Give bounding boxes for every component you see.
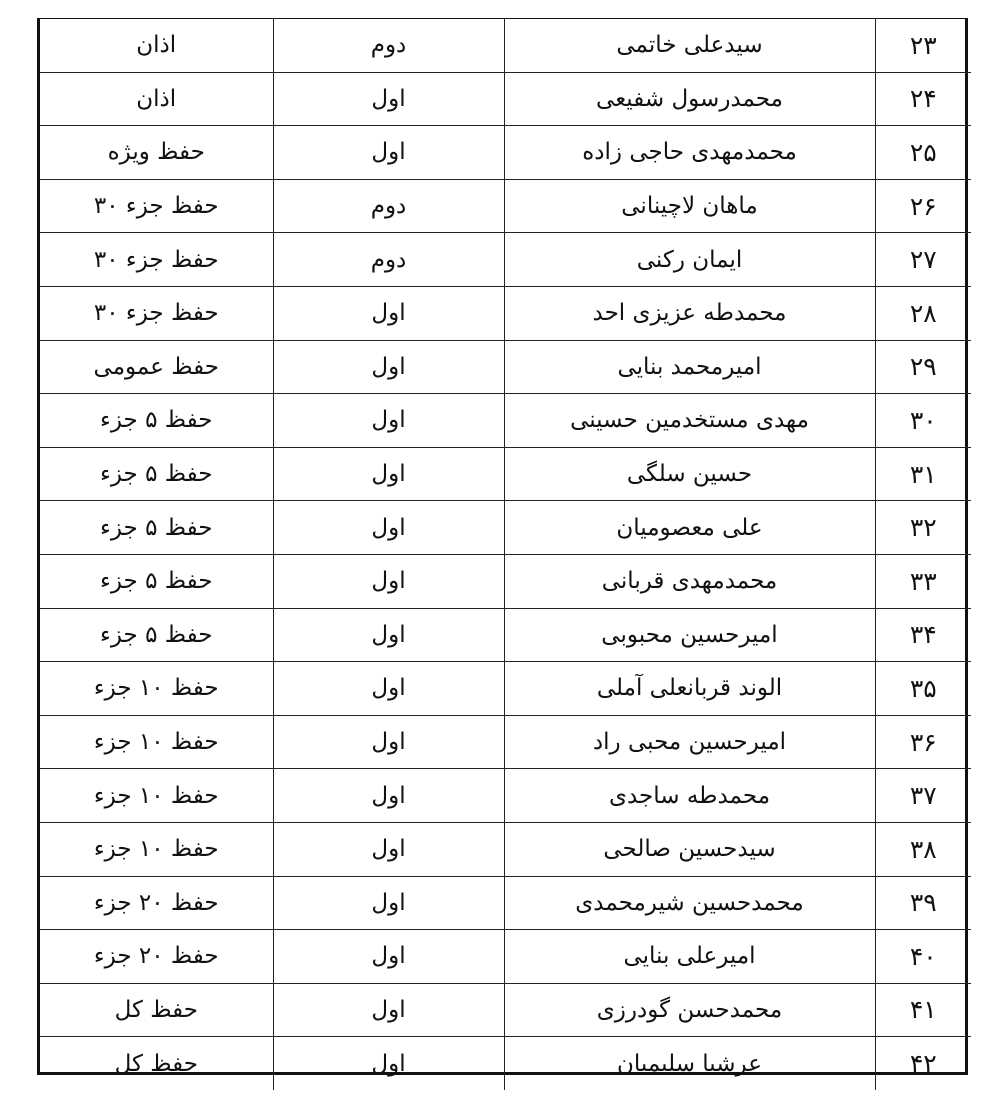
row-number-cell: ۳۰ <box>875 394 971 448</box>
student-name-cell: امیرحسین محبوبی <box>504 608 875 662</box>
table-row <box>40 394 971 448</box>
table-row <box>40 554 971 608</box>
category-cell: حفظ ویژه <box>40 126 273 180</box>
rank-cell: اول <box>273 769 504 823</box>
row-number-cell: ۳۳ <box>875 554 971 608</box>
table-body <box>40 19 971 1090</box>
student-name-cell: عرشیا سلیمیان <box>504 1037 875 1090</box>
table-row <box>40 286 971 340</box>
table-row <box>40 662 971 716</box>
table-row <box>40 1037 971 1090</box>
category-cell: حفظ ۵ جزء <box>40 554 273 608</box>
category-cell: حفظ عمومی <box>40 340 273 394</box>
row-number-cell: ۲۶ <box>875 179 971 233</box>
table-row <box>40 822 971 876</box>
category-cell: حفظ جزء ۳۰ <box>40 233 273 287</box>
row-number-cell: ۲۸ <box>875 286 971 340</box>
category-cell: حفظ ۵ جزء <box>40 447 273 501</box>
table-row <box>40 72 971 126</box>
category-cell: حفظ ۱۰ جزء <box>40 715 273 769</box>
row-number-cell: ۳۵ <box>875 662 971 716</box>
student-name-cell: حسین سلگی <box>504 447 875 501</box>
table-row <box>40 876 971 930</box>
table-row <box>40 501 971 555</box>
category-cell: حفظ جزء ۳۰ <box>40 179 273 233</box>
table-row <box>40 126 971 180</box>
rank-cell: اول <box>273 983 504 1037</box>
student-name-cell: محمدمهدی حاجی زاده <box>504 126 875 180</box>
rank-cell: اول <box>273 715 504 769</box>
rank-cell: دوم <box>273 19 504 72</box>
row-number-cell: ۳۷ <box>875 769 971 823</box>
category-cell: حفظ ۵ جزء <box>40 608 273 662</box>
table-row <box>40 715 971 769</box>
table-row <box>40 608 971 662</box>
category-cell: حفظ ۵ جزء <box>40 394 273 448</box>
student-name-cell: ماهان لاچینانی <box>504 179 875 233</box>
rank-cell: دوم <box>273 179 504 233</box>
table-row <box>40 769 971 823</box>
rank-cell: اول <box>273 394 504 448</box>
student-name-cell: محمدطه ساجدی <box>504 769 875 823</box>
rank-cell: اول <box>273 1037 504 1090</box>
rank-cell: اول <box>273 447 504 501</box>
row-number-cell: ۳۸ <box>875 822 971 876</box>
category-cell: حفظ کل <box>40 983 273 1037</box>
rank-cell: اول <box>273 126 504 180</box>
row-number-cell: ۲۴ <box>875 72 971 126</box>
row-number-cell: ۳۴ <box>875 608 971 662</box>
student-name-cell: محمدمهدی قربانی <box>504 554 875 608</box>
category-cell: حفظ ۱۰ جزء <box>40 822 273 876</box>
category-cell: حفظ ۱۰ جزء <box>40 662 273 716</box>
results-grid <box>40 19 971 1090</box>
category-cell: حفظ ۱۰ جزء <box>40 769 273 823</box>
student-name-cell: سیدعلی خاتمی <box>504 19 875 72</box>
student-name-cell: مهدی مستخدمین حسینی <box>504 394 875 448</box>
table-row <box>40 447 971 501</box>
table-row <box>40 930 971 984</box>
row-number-cell: ۲۵ <box>875 126 971 180</box>
row-number-cell: ۲۳ <box>875 19 971 72</box>
rank-cell: اول <box>273 876 504 930</box>
row-number-cell: ۲۷ <box>875 233 971 287</box>
row-number-cell: ۲۹ <box>875 340 971 394</box>
student-name-cell: محمدطه عزیزی احد <box>504 286 875 340</box>
row-number-cell: ۳۲ <box>875 501 971 555</box>
results-table <box>37 18 968 1079</box>
table-row <box>40 179 971 233</box>
table-row <box>40 340 971 394</box>
table-row <box>40 19 971 72</box>
rank-cell: اول <box>273 286 504 340</box>
student-name-cell: امیرحسین محبی راد <box>504 715 875 769</box>
table-row <box>40 233 971 287</box>
rank-cell: اول <box>273 501 504 555</box>
rank-cell: اول <box>273 340 504 394</box>
rank-cell: اول <box>273 554 504 608</box>
student-name-cell: محمدحسن گودرزی <box>504 983 875 1037</box>
category-cell: حفظ کل <box>114 1050 198 1077</box>
category-cell: اذان <box>40 72 273 126</box>
category-cell: حفظ ۲۰ جزء <box>40 876 273 930</box>
rank-cell: اول <box>273 822 504 876</box>
rank-cell: اول <box>273 930 504 984</box>
student-name-cell: امیرعلی بنایی <box>504 930 875 984</box>
student-name-cell: امیرمحمد بنایی <box>504 340 875 394</box>
row-number-cell: ۴۲ <box>875 1037 971 1090</box>
student-name-cell: ایمان رکنی <box>504 233 875 287</box>
student-name-cell: محمدحسین شیرمحمدی <box>504 876 875 930</box>
rank-cell: اول <box>273 608 504 662</box>
student-name-cell: الوند قربانعلی آملی <box>504 662 875 716</box>
category-cell: حفظ ۵ جزء <box>40 501 273 555</box>
rank-cell: اول <box>273 662 504 716</box>
student-name-cell: علی معصومیان <box>504 501 875 555</box>
row-number-cell: ۳۱ <box>875 447 971 501</box>
row-number-cell: ۴۰ <box>875 930 971 984</box>
student-name-cell: سیدحسین صالحی <box>504 822 875 876</box>
row-number-cell: ۳۶ <box>875 715 971 769</box>
table-row <box>40 983 971 1037</box>
row-number-cell: ۳۹ <box>875 876 971 930</box>
row-number-cell: ۴۱ <box>875 983 971 1037</box>
category-cell: حفظ ۲۰ جزء <box>40 930 273 984</box>
category-cell: اذان <box>40 19 273 72</box>
rank-cell: اول <box>273 72 504 126</box>
rank-cell: دوم <box>273 233 504 287</box>
category-cell: حفظ جزء ۳۰ <box>40 286 273 340</box>
student-name-cell: محمدرسول شفیعی <box>504 72 875 126</box>
